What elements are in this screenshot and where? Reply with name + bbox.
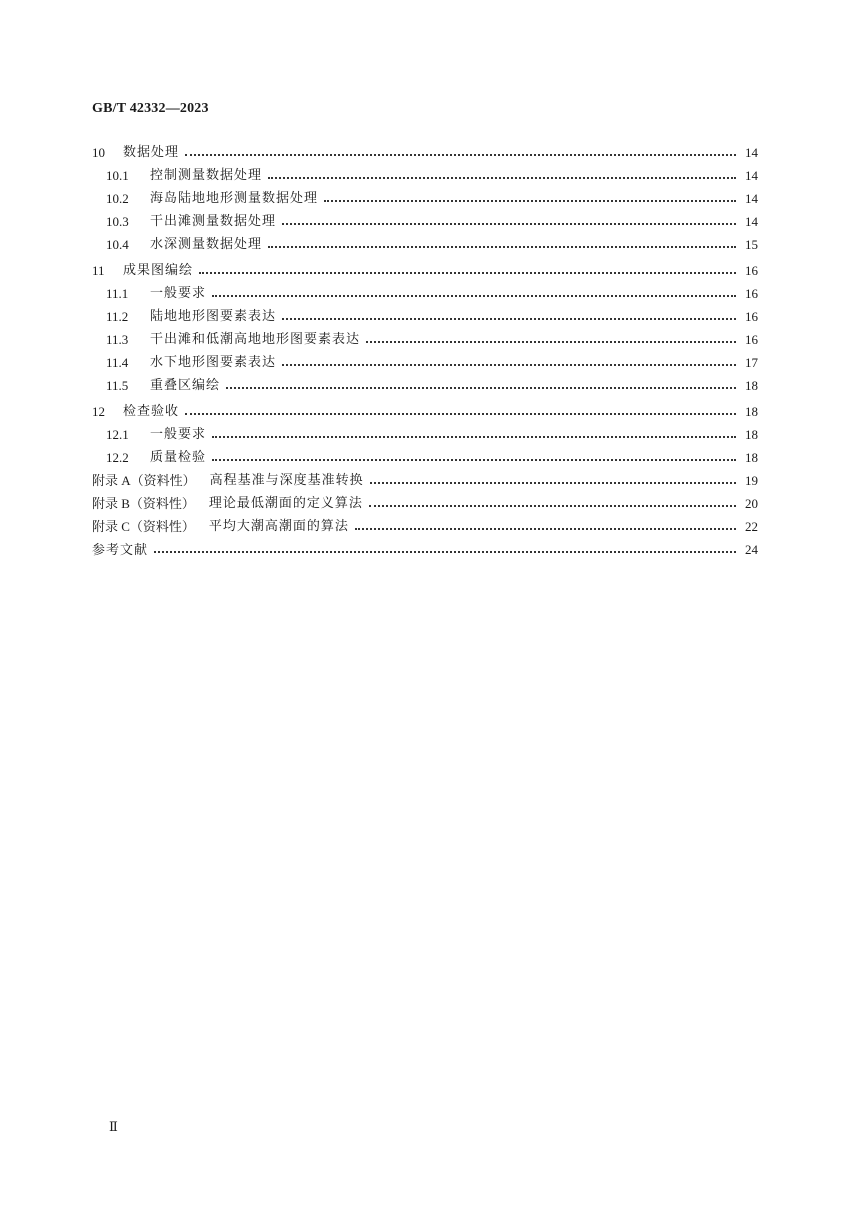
toc-entry-page: 17 (745, 355, 758, 370)
toc-entry-page: 14 (745, 168, 758, 183)
toc-entry-title: 高程基准与深度基准转换 (209, 473, 364, 488)
toc-entry[interactable] (92, 400, 758, 423)
toc-entry-number: 10.2 (106, 191, 129, 206)
toc-entry-title: 一般要求 (150, 286, 207, 301)
toc-entry[interactable] (92, 515, 758, 538)
toc-entry-page: 19 (745, 473, 758, 488)
toc-entry[interactable] (92, 164, 758, 187)
toc-entry-number: 11.4 (106, 355, 129, 370)
toc-entry-title: 控制测量数据处理 (150, 168, 263, 183)
toc-entry-number: 参考文献 (92, 542, 149, 557)
toc-entry[interactable] (92, 492, 758, 515)
toc-entry-title: 干出滩测量数据处理 (150, 214, 277, 229)
toc-dot-leader (268, 245, 736, 248)
toc-dot-leader (355, 527, 736, 530)
toc-entry-number: 10.4 (106, 237, 129, 252)
toc-entry-number: 12.1 (106, 427, 129, 442)
toc-entry-title: 平均大潮高潮面的算法 (208, 519, 349, 534)
toc-entry-title: 陆地地形图要素表达 (150, 309, 277, 324)
toc-entry-title: 数据处理 (123, 145, 180, 160)
toc-entry[interactable] (92, 374, 758, 397)
toc-entry-title: 干出滩和低潮高地地形图要素表达 (150, 332, 361, 347)
toc-entry-number: 10.3 (106, 214, 129, 229)
toc-entry-page: 14 (745, 191, 758, 206)
toc-entry[interactable] (92, 141, 758, 164)
toc-entry-page: 16 (745, 309, 758, 324)
toc-entry-page: 18 (745, 404, 758, 419)
toc-entry-number: 附录 B（资料性） (92, 496, 195, 511)
toc-entry-number: 10.1 (106, 168, 129, 183)
toc-dot-leader (282, 317, 736, 320)
toc-entry[interactable] (92, 187, 758, 210)
toc-dot-leader (185, 153, 736, 156)
toc-dot-leader (366, 340, 736, 343)
toc-dot-leader (212, 435, 736, 438)
page-number-footer: Ⅱ (109, 1119, 118, 1134)
toc-entry-page: 24 (745, 542, 758, 557)
toc-entry-title: 重叠区编绘 (150, 378, 221, 393)
toc-entry[interactable] (92, 305, 758, 328)
toc-entry-page: 18 (745, 378, 758, 393)
toc-dot-leader (282, 363, 736, 366)
toc-dot-leader (199, 271, 736, 274)
toc-dot-leader (282, 222, 736, 225)
toc-dot-leader (212, 294, 736, 297)
toc-entry[interactable] (92, 282, 758, 305)
toc-entry-title: 成果图编绘 (123, 263, 194, 278)
toc-entry-title: 海岛陆地地形测量数据处理 (150, 191, 319, 206)
toc-entry-number: 11.2 (106, 309, 129, 324)
toc-dot-leader (226, 386, 736, 389)
toc-entry-number: 10 (92, 145, 105, 160)
toc-entry-page: 16 (745, 263, 758, 278)
toc-entry-title: 理论最低潮面的定义算法 (208, 496, 363, 511)
toc-entry-number: 附录 C（资料性） (92, 519, 195, 534)
toc-entry[interactable] (92, 538, 758, 561)
toc-entry-title: 质量检验 (150, 450, 207, 465)
standard-number-header: GB/T 42332—2023 (92, 101, 209, 116)
toc-entry[interactable] (92, 210, 758, 233)
toc-dot-leader (370, 481, 736, 484)
toc-entry[interactable] (92, 423, 758, 446)
toc-entry[interactable] (92, 328, 758, 351)
toc-dot-leader (185, 412, 736, 415)
table-of-contents (92, 141, 758, 561)
toc-entry-title: 水深测量数据处理 (150, 237, 263, 252)
toc-dot-leader (212, 458, 736, 461)
toc-dot-leader (154, 550, 736, 553)
toc-entry-page: 22 (745, 519, 758, 534)
toc-entry-page: 14 (745, 214, 758, 229)
toc-entry-number: 12 (92, 404, 105, 419)
toc-dot-leader (268, 176, 736, 179)
toc-entry-number: 11 (92, 263, 105, 278)
toc-entry-title: 检查验收 (123, 404, 180, 419)
toc-entry-number: 11.5 (106, 378, 129, 393)
toc-entry-number: 11.3 (106, 332, 129, 347)
toc-entry-page: 20 (745, 496, 758, 511)
toc-entry-page: 14 (745, 145, 758, 160)
toc-entry-number: 12.2 (106, 450, 129, 465)
toc-entry-title: 水下地形图要素表达 (150, 355, 277, 370)
toc-entry-page: 16 (745, 332, 758, 347)
toc-entry-title: 一般要求 (150, 427, 207, 442)
toc-entry[interactable] (92, 259, 758, 282)
toc-entry-number: 11.1 (106, 286, 129, 301)
toc-entry[interactable] (92, 446, 758, 469)
toc-entry[interactable] (92, 469, 758, 492)
toc-entry-page: 16 (745, 286, 758, 301)
toc-entry-page: 18 (745, 450, 758, 465)
toc-dot-leader (369, 504, 736, 507)
toc-dot-leader (324, 199, 736, 202)
toc-entry-page: 18 (745, 427, 758, 442)
toc-entry-page: 15 (745, 237, 758, 252)
toc-entry[interactable] (92, 351, 758, 374)
toc-entry[interactable] (92, 233, 758, 256)
toc-entry-number: 附录 A（资料性） (92, 473, 196, 488)
